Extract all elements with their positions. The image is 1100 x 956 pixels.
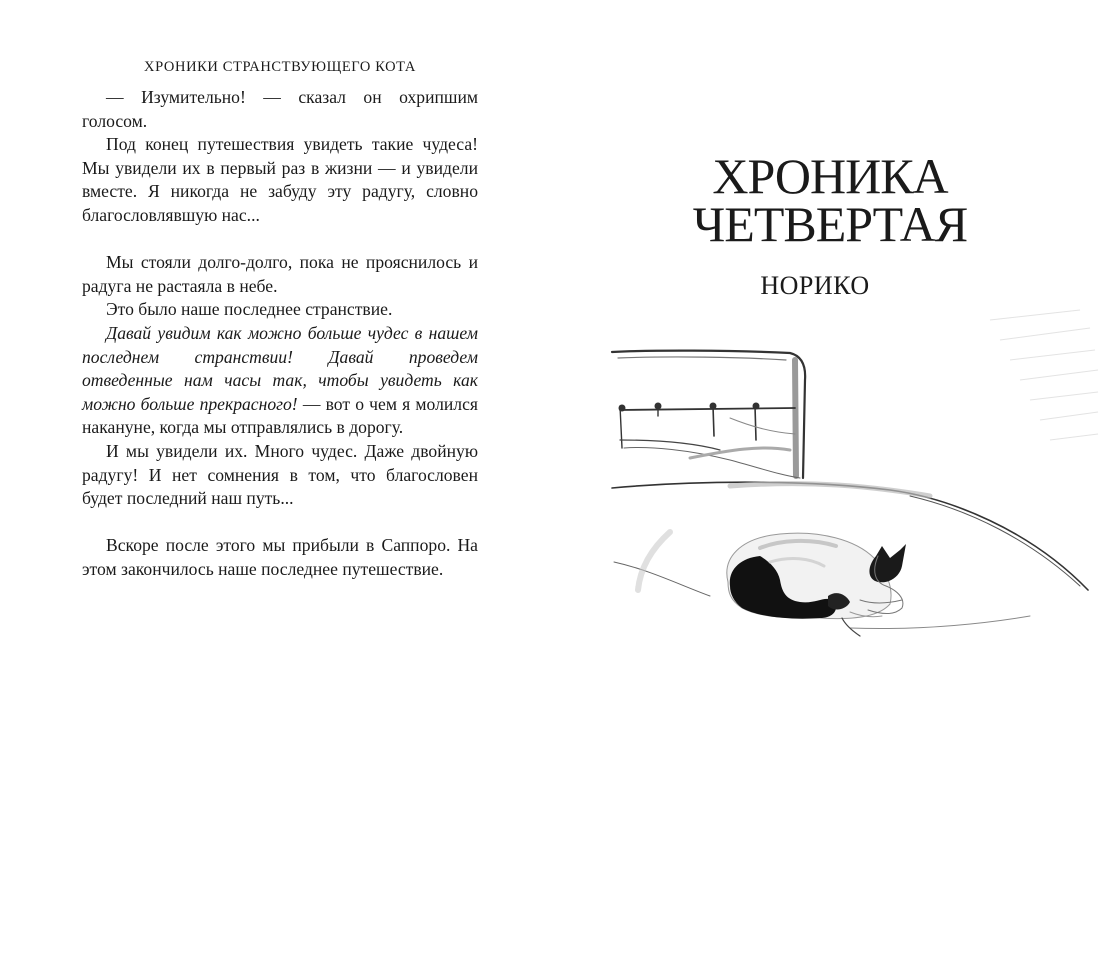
paragraph: И мы увидели их. Много чудес. Даже двойную радугу! И нет сомнения в том, что благословен будет последний наш путь... (82, 440, 478, 509)
paragraph-with-italic (82, 322, 478, 440)
chapter-title (640, 148, 1020, 252)
chapter-title-line-2: ЧЕТВЕРТАЯ (692, 196, 968, 252)
running-head: ХРОНИКИ СТРАНСТВУЮЩЕГО КОТА (144, 59, 416, 75)
background-wash (990, 310, 1098, 440)
cat (727, 533, 906, 636)
left-page (82, 56, 478, 581)
bed-headboard (612, 351, 805, 478)
chapter-subtitle: НОРИКО (760, 271, 870, 300)
paragraph: Мы стояли долго-долго, пока не прояснилось и радуга не растаяла в небе. (82, 252, 478, 296)
paragraph: — Изумительно! — сказал он охрипшим голосом. (82, 87, 478, 131)
paragraph-continuation: — вот о чем я молился накануне, когда мы отправлялись в дорогу. (82, 393, 478, 438)
paragraph: Это было наше последнее странствие. (106, 299, 393, 320)
italic-prayer-text: Давай увидим как можно больше чудес в нашем последнем странствии! Давай проведем отведенные нам часы так, чтобы увидеть как можно больше прекрасного! (82, 322, 478, 414)
paragraph: Вскоре после этого мы прибыли в Саппоро. На этом закончилось наше последнее путешествие. (82, 535, 478, 579)
sleeping-cat-illustration (610, 300, 1100, 670)
right-page (600, 0, 1100, 956)
chapter-title-line-1: ХРОНИКА (712, 148, 948, 204)
paragraph: Под конец путешествия увидеть такие чудеса! Мы увидели их в первый раз в жизни — и увидели вместе. Я никогда не забуду эту радугу, словно благословлявшую нас... (82, 134, 478, 225)
